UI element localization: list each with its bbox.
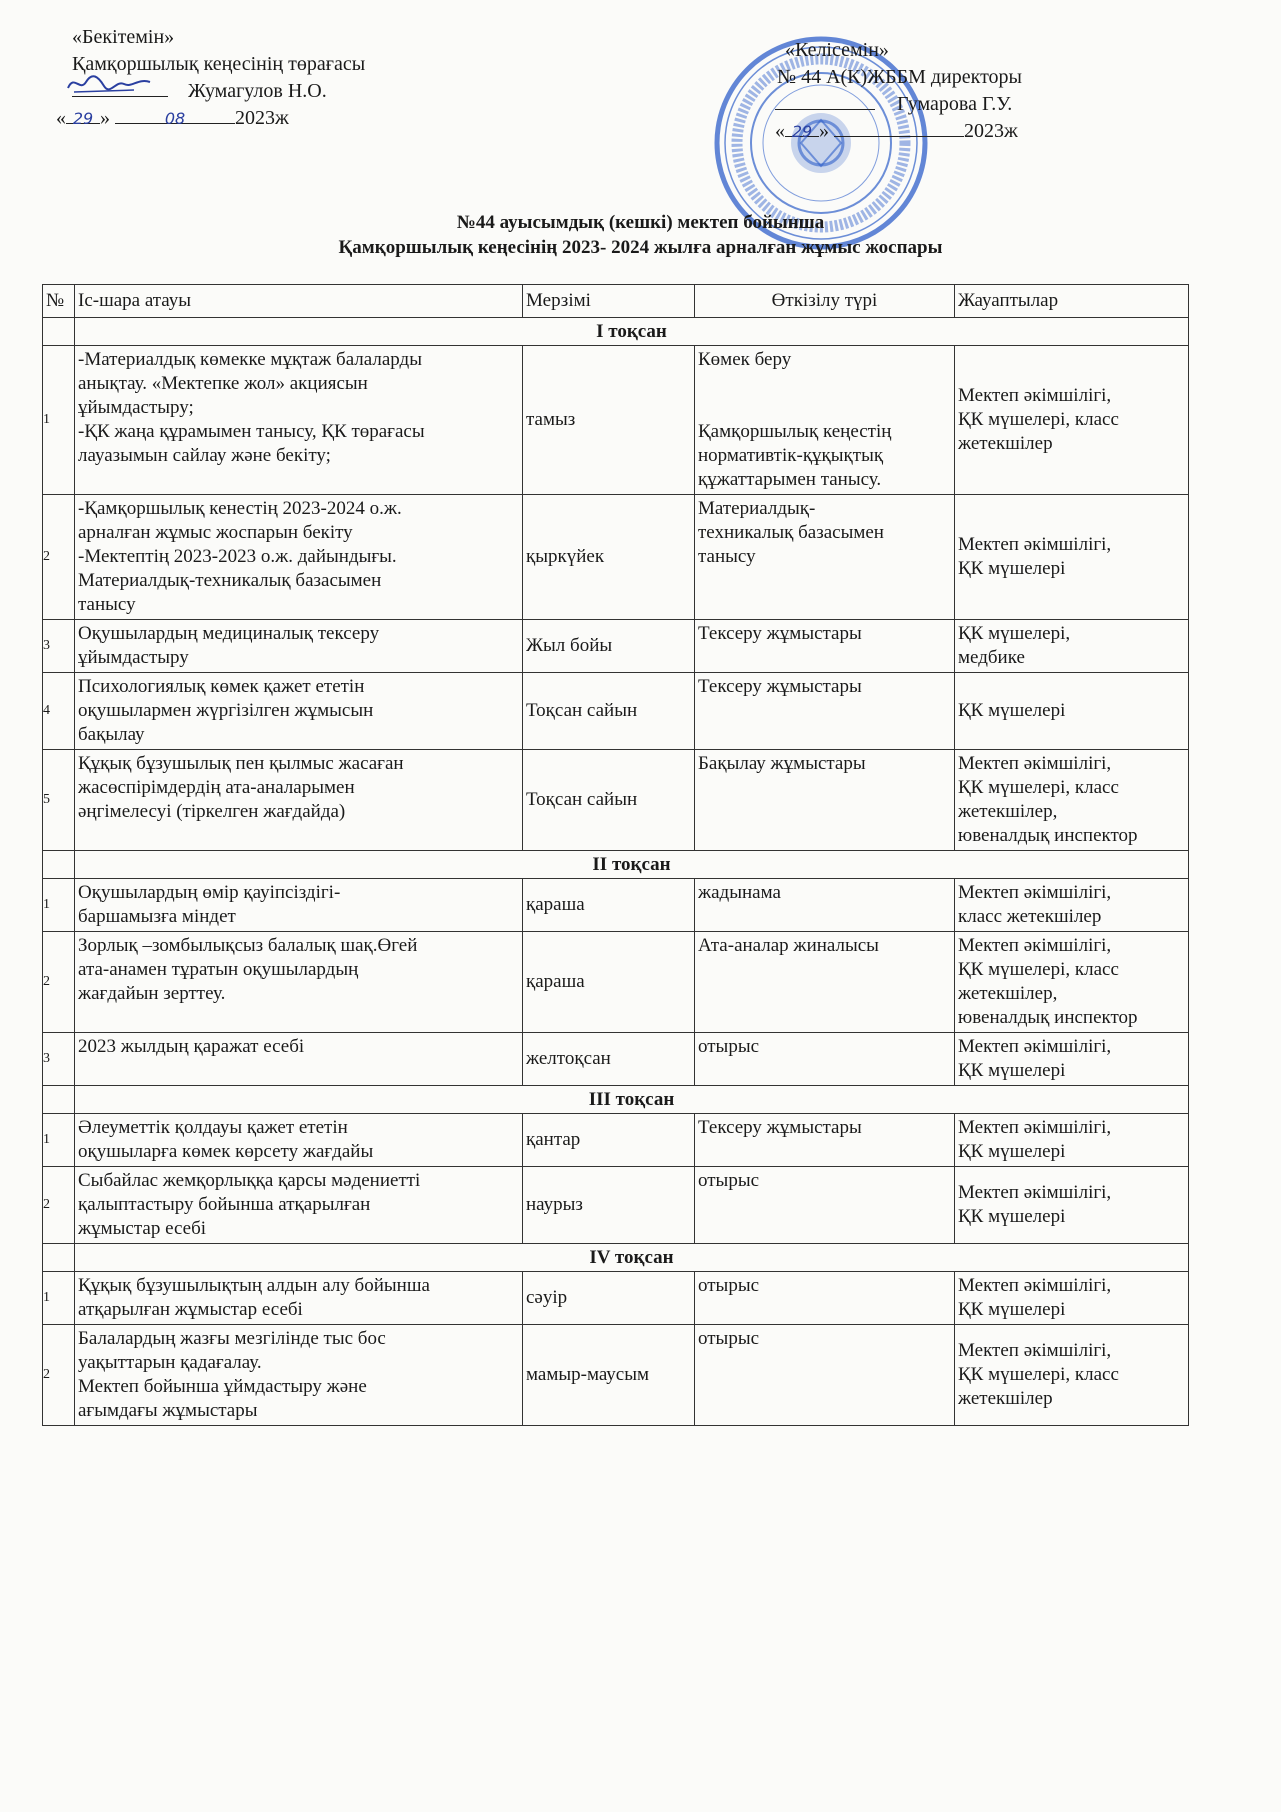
event-name-line: Зорлық –зомбылықсыз балалық шақ.Өгей (78, 935, 418, 956)
event-responsible-line: ювеналдық инспектор (958, 1007, 1138, 1028)
approval-date-year: 2023ж (235, 107, 289, 129)
table-row (43, 673, 1189, 750)
approval-signature-line (72, 78, 492, 105)
event-format-line: Бақылау жұмыстары (698, 753, 866, 774)
event-responsible-line: жетекшілер (958, 1388, 1053, 1409)
event-responsible (955, 879, 1189, 932)
event-deadline: сәуір (523, 1272, 695, 1325)
agreement-date: « 29 » 2023ж (775, 120, 1018, 142)
event-deadline: тамыз (523, 346, 695, 495)
event-responsible-line: жетекшілер, (958, 801, 1058, 822)
event-responsible (955, 1033, 1189, 1086)
table-row (43, 620, 1189, 673)
event-name-line: бақылау (78, 724, 145, 745)
table-row (43, 1272, 1189, 1325)
event-name (75, 1033, 523, 1086)
event-responsible-line: ҚК мүшелері (958, 1141, 1066, 1162)
event-name-line: Құқық бұзушылықтың алдын алу бойынша (78, 1275, 430, 1296)
event-name-line: ұйымдастыру (78, 647, 189, 668)
quarter-empty-cell (43, 1244, 75, 1272)
event-responsible-line: жетекшілер, (958, 983, 1058, 1004)
table-body (43, 318, 1189, 1426)
handwritten-signature (64, 70, 154, 98)
event-responsible-line: ҚК мүшелері (958, 1206, 1066, 1227)
agreement-date-day: 29 (791, 122, 813, 141)
event-name-line: Психологиялық көмек қажет ететін (78, 676, 365, 697)
event-responsible-line: Мектеп әкімшілігі, (958, 753, 1112, 774)
event-responsible-line: Мектеп әкімшілігі, (958, 935, 1112, 956)
event-name (75, 1325, 523, 1426)
event-format-line: Тексеру жұмыстары (698, 676, 862, 697)
event-responsible (955, 1114, 1189, 1167)
event-name-line: жасөспірімдердің ата-аналарымен (78, 777, 355, 798)
document-title-line2: Қамқоршылық кеңесінің 2023- 2024 жылға арналған жұмыс жоспары (338, 237, 943, 258)
row-number: 5 (43, 750, 75, 851)
table-row (43, 1325, 1189, 1426)
event-deadline: Жыл бойы (523, 620, 695, 673)
event-name (75, 879, 523, 932)
row-number: 2 (43, 1325, 75, 1426)
event-format-line: Ата-аналар жиналысы (698, 935, 879, 956)
event-name-line: қалыптастыру бойынша атқарылған (78, 1194, 371, 1215)
row-number: 1 (43, 1114, 75, 1167)
quarter-title: IV тоқсан (75, 1244, 1189, 1272)
table-row (43, 346, 1189, 495)
event-name (75, 1167, 523, 1244)
table-row (43, 932, 1189, 1033)
event-responsible-line: ҚК мүшелері (958, 1299, 1066, 1320)
approval-signer-name: Жумагулов Н.О. (188, 80, 327, 102)
table-row (43, 1033, 1189, 1086)
event-responsible-line: ҚК мүшелері (958, 700, 1066, 721)
row-number: 2 (43, 495, 75, 620)
event-format-line: нормативтік-құқықтық (698, 445, 884, 466)
event-name-line: лауазымын сайлау және бекіту; (78, 445, 331, 466)
approval-date: « 29 » 08 2023ж (56, 107, 289, 129)
event-name-line: уақыттарын қадағалау. (78, 1352, 262, 1373)
event-format-line: құжаттарымен танысу. (698, 469, 882, 490)
event-format-line (698, 396, 951, 420)
approval-position: Қамқоршылық кеңесінің төрағасы (72, 53, 366, 75)
event-format (695, 750, 955, 851)
event-format-line: Қамқоршылық кеңестің (698, 421, 892, 442)
event-responsible-line: ювеналдық инспектор (958, 825, 1138, 846)
event-format (695, 346, 955, 495)
table-row (43, 495, 1189, 620)
event-name (75, 673, 523, 750)
event-name-line: Құқық бұзушылық пен қылмыс жасаған (78, 753, 404, 774)
event-name-line: Балалардың жазғы мезгілінде тыс бос (78, 1328, 386, 1349)
table-row (43, 1114, 1189, 1167)
event-name-line: оқушыларға көмек көрсету жағдайы (78, 1141, 374, 1162)
document-title-line1: №44 ауысымдық (кешкі) мектеп бойынша (456, 212, 825, 233)
event-format (695, 1325, 955, 1426)
agreement-heading: «Келісемін» (785, 39, 889, 61)
event-name (75, 932, 523, 1033)
event-format (695, 1272, 955, 1325)
event-format-line: техникалық базасымен (698, 522, 884, 543)
event-format (695, 495, 955, 620)
event-responsible-line: жетекшілер (958, 433, 1053, 454)
quarter-title: I тоқсан (75, 318, 1189, 346)
event-deadline: желтоқсан (523, 1033, 695, 1086)
event-name-line: ағымдағы жұмыстары (78, 1400, 258, 1421)
header-format: Өткізілу түрі (695, 285, 955, 318)
approval-date-month: 08 (164, 109, 186, 128)
agreement-position: № 44 А(К)ЖББМ директоры (777, 66, 1022, 88)
event-deadline: Тоқсан сайын (523, 673, 695, 750)
event-name-line: -Мектептің 2023-2023 о.ж. дайындығы. (78, 546, 397, 567)
event-responsible-line: Мектеп әкімшілігі, (958, 385, 1112, 406)
row-number: 2 (43, 932, 75, 1033)
signature-blank (72, 78, 168, 97)
event-name-line: атқарылған жұмыстар есебі (78, 1299, 303, 1320)
quarter-row (43, 318, 1189, 346)
event-responsible-line: класс жетекшілер (958, 906, 1102, 927)
event-deadline: қыркүйек (523, 495, 695, 620)
event-format-line: отырыс (698, 1170, 760, 1191)
row-number: 2 (43, 1167, 75, 1244)
event-name-line: Әлеуметтік қолдауы қажет ететін (78, 1117, 348, 1138)
event-responsible-line: ҚК мүшелері, класс (958, 959, 1119, 980)
event-deadline: қараша (523, 932, 695, 1033)
row-number: 3 (43, 620, 75, 673)
header-deadline: Мерзімі (523, 285, 695, 318)
header-responsible: Жауаптылар (955, 285, 1189, 318)
event-format-line: отырыс (698, 1328, 760, 1349)
event-deadline: Тоқсан сайын (523, 750, 695, 851)
quarter-row (43, 851, 1189, 879)
event-name-line: арналған жұмыс жоспарын бекіту (78, 522, 353, 543)
event-responsible (955, 1325, 1189, 1426)
event-responsible-line: ҚК мүшелері (958, 1060, 1066, 1081)
event-name-line: Оқушылардың өмір қауіпсіздігі- (78, 882, 341, 903)
quarter-empty-cell (43, 318, 75, 346)
approval-block (56, 24, 492, 132)
quarter-title: III тоқсан (75, 1086, 1189, 1114)
event-name-line: Мектеп бойынша ұймдастыру және (78, 1376, 367, 1397)
event-name-line: -Материалдық көмекке мұқтаж балаларды (78, 349, 422, 370)
agreement-signature-blank (775, 91, 875, 110)
event-format (695, 620, 955, 673)
event-responsible (955, 346, 1189, 495)
event-format-line: Көмек беру (698, 349, 792, 370)
event-responsible-line: Мектеп әкімшілігі, (958, 882, 1112, 903)
event-responsible-line: ҚК мүшелері (958, 558, 1066, 579)
header-event-name: Іс-шара атауы (75, 285, 523, 318)
event-format (695, 932, 955, 1033)
row-number: 1 (43, 1272, 75, 1325)
row-number: 3 (43, 1033, 75, 1086)
event-name-line: Сыбайлас жемқорлыққа қарсы мәдениетті (78, 1170, 421, 1191)
agreement-block (775, 37, 1135, 145)
row-number: 1 (43, 346, 75, 495)
row-number: 1 (43, 879, 75, 932)
quarter-empty-cell (43, 851, 75, 879)
row-number: 4 (43, 673, 75, 750)
event-name-line: ұйымдастыру; (78, 397, 194, 418)
event-name-line: баршамызға міндет (78, 906, 236, 927)
event-responsible-line: Мектеп әкімшілігі, (958, 534, 1112, 555)
event-responsible-line: ҚК мүшелері, класс (958, 777, 1119, 798)
event-responsible (955, 495, 1189, 620)
event-responsible-line: Мектеп әкімшілігі, (958, 1117, 1112, 1138)
quarter-title: II тоқсан (75, 851, 1189, 879)
quarter-empty-cell (43, 1086, 75, 1114)
event-responsible-line: Мектеп әкімшілігі, (958, 1036, 1112, 1057)
table-header-row (43, 285, 1189, 318)
header-number: № (43, 285, 75, 318)
event-name (75, 495, 523, 620)
event-name-line: анықтау. «Мектепке жол» акциясын (78, 373, 368, 394)
event-format-line: отырыс (698, 1275, 760, 1296)
event-name-line: -Қамқоршылық кенестің 2023-2024 о.ж. (78, 498, 402, 519)
event-format-line: Тексеру жұмыстары (698, 1117, 862, 1138)
event-name-line: ата-анамен тұратын оқушылардың (78, 959, 359, 980)
event-format (695, 1033, 955, 1086)
event-format (695, 1167, 955, 1244)
event-format (695, 673, 955, 750)
event-name-line: оқушылармен жүргізілген жұмысын (78, 700, 374, 721)
event-name-line: -ҚК жаңа құрамымен танысу, ҚК төрағасы (78, 421, 425, 442)
event-responsible (955, 1167, 1189, 1244)
event-name-line: Материалдық-техникалық базасымен (78, 570, 382, 591)
agreement-signer-name: Гумарова Г.У. (897, 93, 1013, 115)
event-format (695, 1114, 955, 1167)
event-responsible-line: Мектеп әкімшілігі, (958, 1275, 1112, 1296)
event-responsible (955, 673, 1189, 750)
event-name-line: әңгімелесуі (тіркелген жағдайда) (78, 801, 346, 822)
event-name-line: жұмыстар есебі (78, 1218, 207, 1239)
event-responsible-line: ҚК мүшелері, (958, 623, 1071, 644)
event-deadline: мамыр-маусым (523, 1325, 695, 1426)
event-name (75, 1272, 523, 1325)
event-name (75, 620, 523, 673)
event-name-line: жағдайын зерттеу. (78, 983, 226, 1004)
event-responsible (955, 932, 1189, 1033)
event-responsible (955, 620, 1189, 673)
event-responsible-line: ҚК мүшелері, класс (958, 1364, 1119, 1385)
event-format-line: жадынама (698, 882, 781, 903)
table-row (43, 750, 1189, 851)
event-responsible-line: ҚК мүшелері, класс (958, 409, 1119, 430)
approval-heading: «Бекітемін» (72, 26, 175, 48)
agreement-signature-line (775, 91, 1135, 118)
event-name (75, 346, 523, 495)
event-deadline: қараша (523, 879, 695, 932)
event-name-line: 2023 жылдың қаражат есебі (78, 1036, 305, 1057)
event-name (75, 750, 523, 851)
event-responsible-line: медбике (958, 647, 1025, 668)
quarter-row (43, 1244, 1189, 1272)
approval-date-day: 29 (72, 109, 94, 128)
event-responsible (955, 750, 1189, 851)
event-deadline: наурыз (523, 1167, 695, 1244)
event-name (75, 1114, 523, 1167)
event-responsible-line: Мектеп әкімшілігі, (958, 1182, 1112, 1203)
event-format (695, 879, 955, 932)
event-name-line: танысу (78, 594, 136, 615)
event-format-line: Тексеру жұмыстары (698, 623, 862, 644)
event-format-line: отырыс (698, 1036, 760, 1057)
table-row (43, 1167, 1189, 1244)
event-responsible-line: Мектеп әкімшілігі, (958, 1340, 1112, 1361)
quarter-row (43, 1086, 1189, 1114)
event-format-line (698, 372, 951, 396)
event-responsible (955, 1272, 1189, 1325)
event-deadline: қантар (523, 1114, 695, 1167)
event-name-line: Оқушылардың медициналық тексеру (78, 623, 380, 644)
event-format-line: Материалдық- (698, 498, 816, 519)
work-plan-table (42, 284, 1189, 1426)
agreement-date-year: 2023ж (964, 120, 1018, 142)
event-format-line: танысу (698, 546, 756, 567)
table-row (43, 879, 1189, 932)
